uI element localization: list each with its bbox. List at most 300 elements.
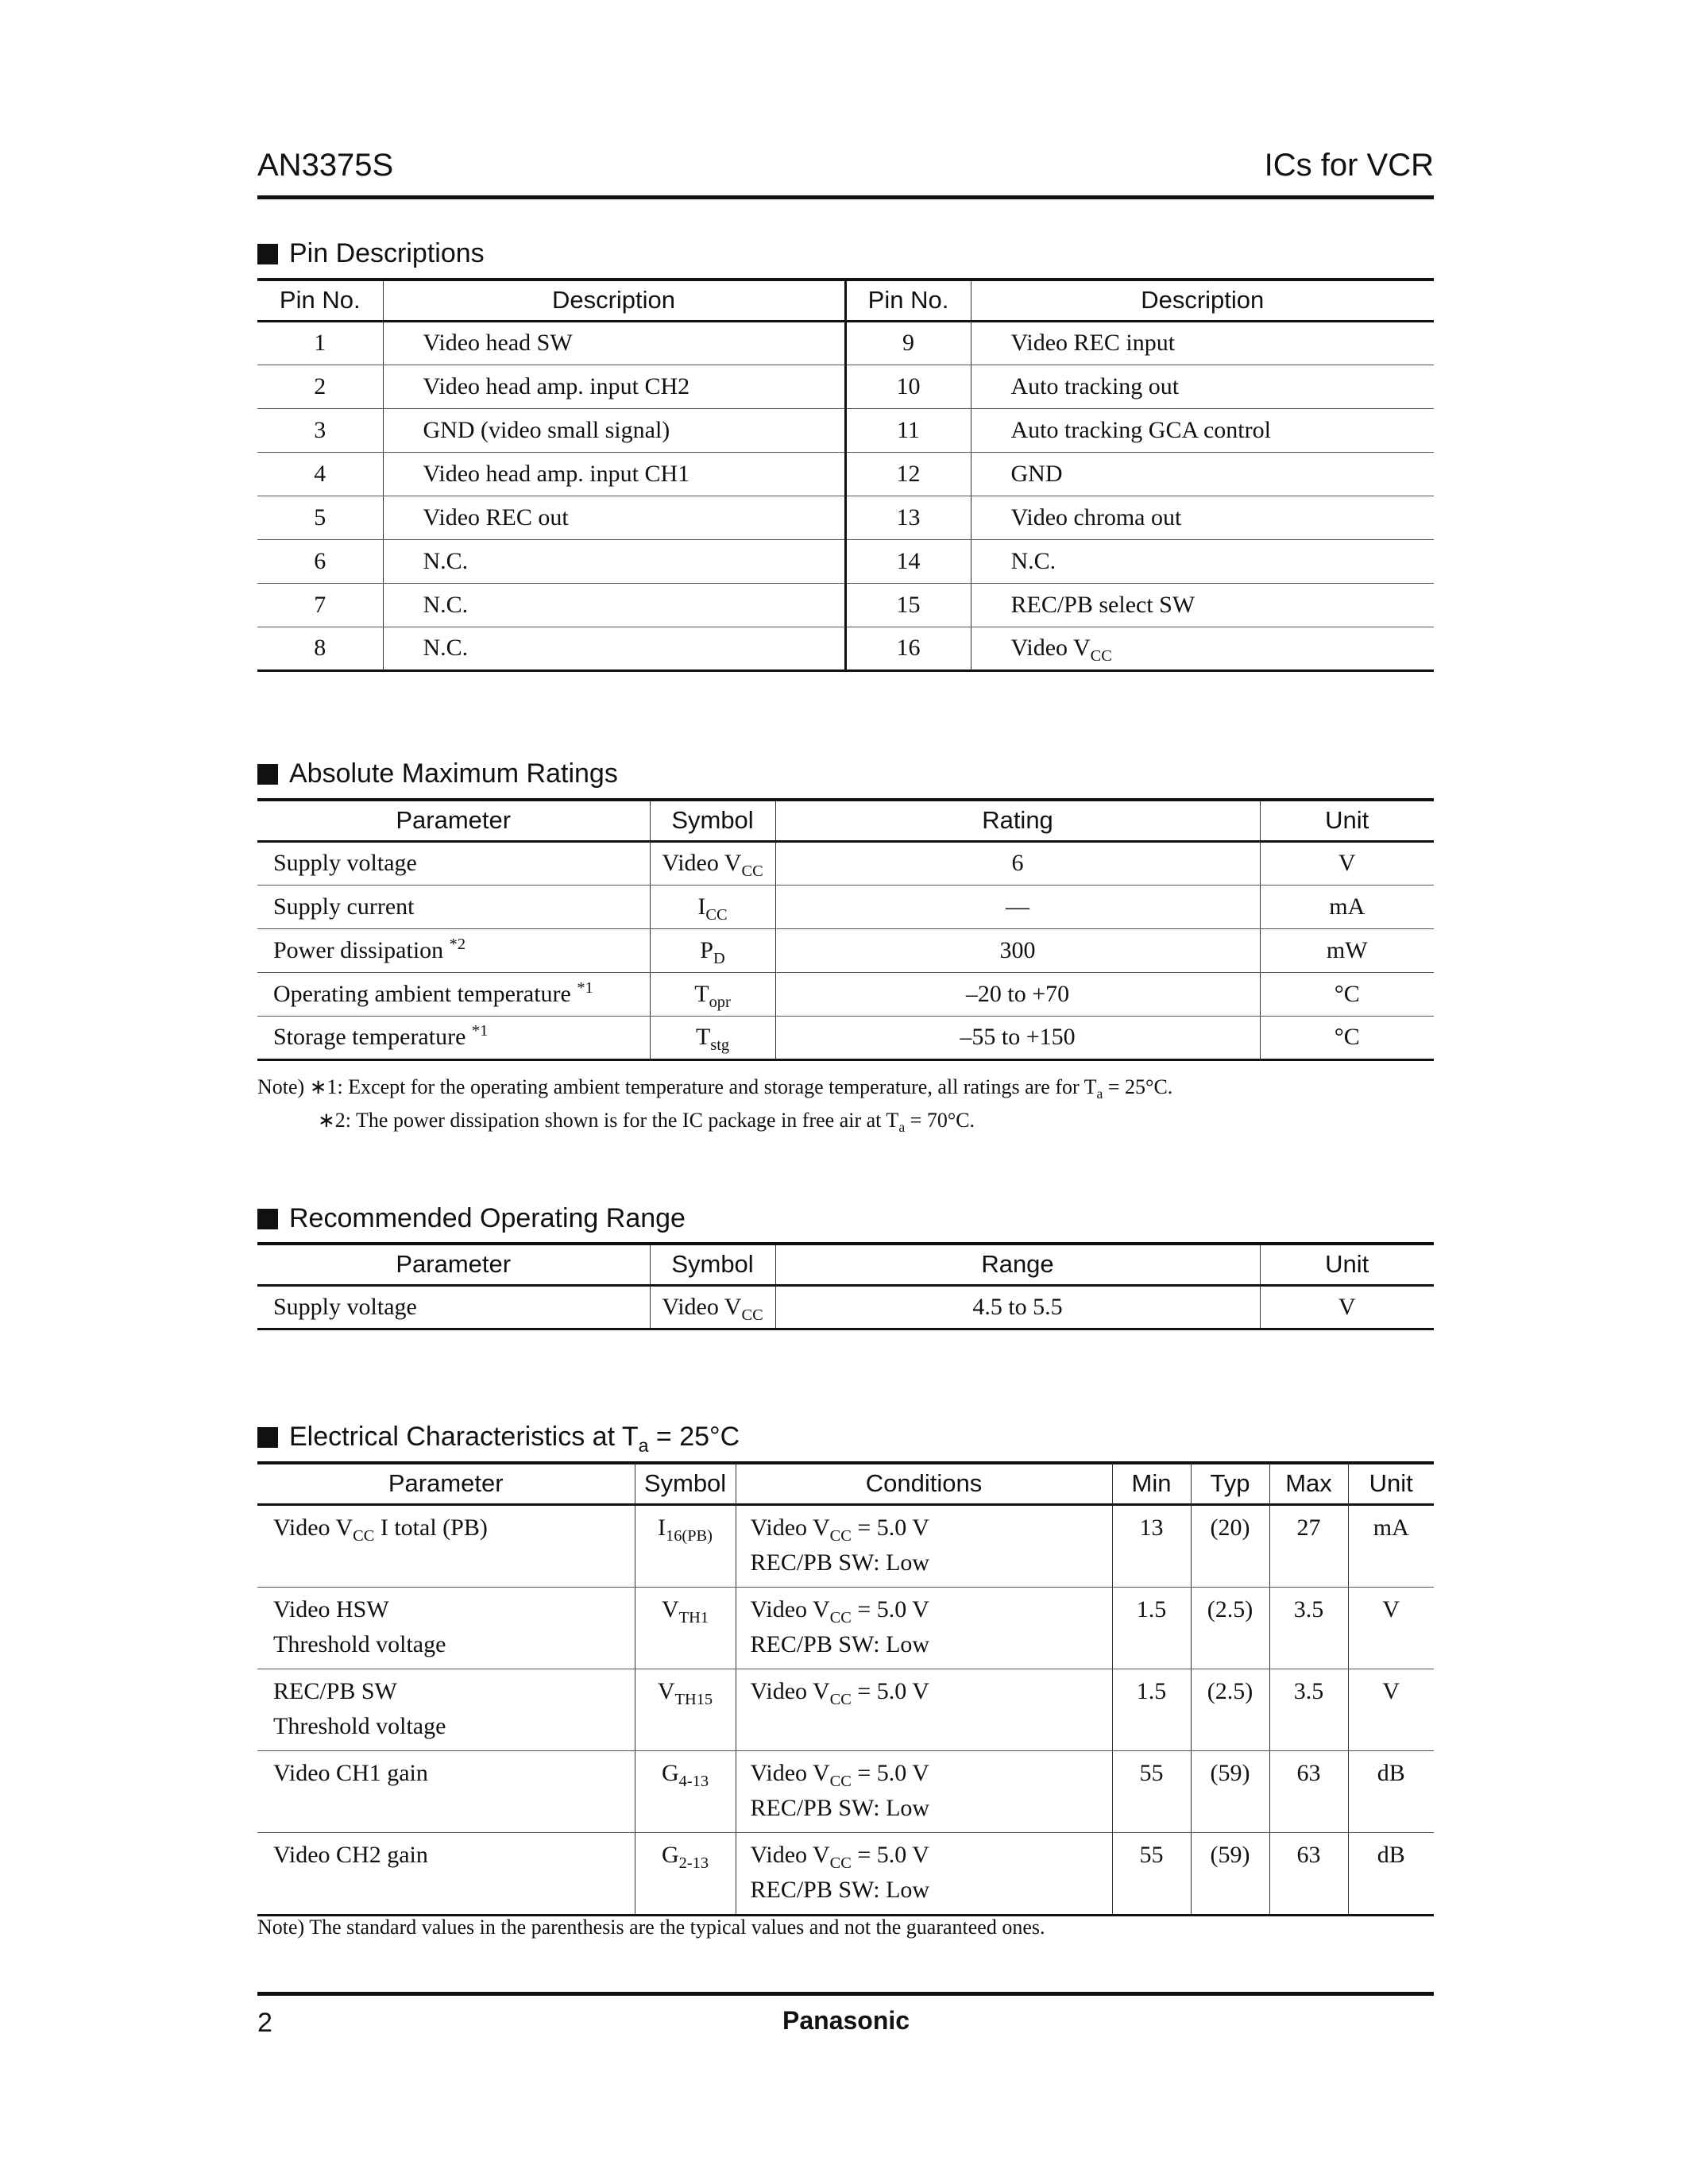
max-value: 3.5 <box>1293 1596 1324 1623</box>
max-cell <box>1269 1669 1348 1750</box>
table-row <box>257 885 1434 928</box>
parameter-cell <box>257 1504 635 1587</box>
unit: °C <box>1334 1024 1360 1050</box>
symbol-subscript: opr <box>709 993 731 1011</box>
symbol: T <box>694 980 709 1007</box>
min-value: 1.5 <box>1136 1596 1167 1623</box>
parameter: Supply current <box>273 893 415 920</box>
condition-subscript: CC <box>829 1608 852 1626</box>
section-title <box>289 1422 740 1456</box>
condition-line <box>751 1838 1112 1873</box>
table-row <box>257 321 1434 365</box>
condition-line <box>751 1545 1112 1580</box>
typ-value: (59) <box>1210 1759 1250 1786</box>
condition-line <box>751 1674 1112 1709</box>
condition: = 5.0 V <box>851 1759 929 1786</box>
pin-descriptions-table <box>257 278 1434 672</box>
condition-line <box>751 1511 1112 1545</box>
table-row <box>257 583 1434 627</box>
pin-number: 15 <box>896 591 921 618</box>
footnote-mark: *1 <box>471 1022 489 1040</box>
parameter-cell <box>257 841 650 885</box>
pin-description: Video chroma out <box>1010 504 1182 531</box>
symbol-subscript: 4-13 <box>678 1772 709 1790</box>
pin-description: Video REC input <box>1010 330 1176 356</box>
symbol-cell <box>635 1587 736 1669</box>
symbol: I <box>697 893 706 920</box>
header-cell: Min <box>1112 1463 1191 1504</box>
unit: V <box>1338 1293 1356 1320</box>
pin-descriptions-heading <box>257 238 485 269</box>
parameter-line <box>273 1592 635 1627</box>
document-category: ICs for VCR <box>1264 148 1434 183</box>
typ-value: (2.5) <box>1207 1677 1253 1704</box>
symbol: V <box>657 1677 675 1704</box>
page-number: 2 <box>257 2008 272 2038</box>
typ-cell <box>1191 1669 1269 1750</box>
table-row <box>257 1016 1434 1059</box>
pin-description-cell <box>383 365 845 408</box>
symbol-cell <box>635 1832 736 1915</box>
pin-description-cell <box>971 452 1434 496</box>
condition: Video V <box>750 1759 830 1786</box>
typ-value: (20) <box>1210 1514 1250 1541</box>
table-row <box>257 1504 1434 1587</box>
symbol-subscript: CC <box>741 862 763 880</box>
symbol-subscript: D <box>713 949 725 967</box>
symbol-subscript: stg <box>710 1036 730 1054</box>
rating: — <box>1006 893 1029 920</box>
pin-description-subscript: CC <box>1090 647 1112 665</box>
pin-description-cell <box>383 321 845 365</box>
title-text: Electrical Characteristics at T <box>289 1422 639 1452</box>
parameter-cell <box>257 1832 635 1915</box>
unit-cell <box>1348 1587 1434 1669</box>
pin-number: 5 <box>314 504 326 531</box>
pin-number-cell <box>257 583 383 627</box>
note-subscript: a <box>898 1119 906 1136</box>
pin-description: GND (video small signal) <box>423 416 670 443</box>
section-title: Pin Descriptions <box>289 238 485 268</box>
pin-number: 12 <box>896 460 921 487</box>
pin-number-cell <box>845 627 971 670</box>
unit-cell <box>1348 1504 1434 1587</box>
pin-number-cell <box>257 452 383 496</box>
parameter-cell <box>257 972 650 1016</box>
pin-description: Auto tracking out <box>1010 372 1180 399</box>
absolute-maximum-ratings-table <box>257 798 1434 1061</box>
condition-line <box>751 1791 1112 1826</box>
table-header-row <box>257 800 1434 841</box>
min-cell <box>1112 1587 1191 1669</box>
header-cell: Typ <box>1191 1463 1269 1504</box>
section-title: Absolute Maximum Ratings <box>289 758 618 789</box>
parameter: REC/PB SW <box>273 1677 397 1704</box>
rating: –20 to +70 <box>965 980 1070 1007</box>
pin-number: 11 <box>897 416 920 443</box>
pin-description: Video head SW <box>423 330 573 356</box>
header-cell: Parameter <box>257 800 650 841</box>
pin-description: GND <box>1010 460 1063 487</box>
unit: V <box>1382 1596 1400 1623</box>
pin-description: N.C. <box>423 635 469 661</box>
pin-number-cell <box>845 583 971 627</box>
brand-logo: Panasonic <box>782 2006 910 2035</box>
footer-rule <box>257 1992 1434 1996</box>
table-row <box>257 841 1434 885</box>
max-cell <box>1269 1832 1348 1915</box>
typ-cell <box>1191 1750 1269 1832</box>
symbol-subscript: 2-13 <box>678 1854 709 1872</box>
typ-value: (59) <box>1210 1841 1250 1868</box>
parameter-cell <box>257 1016 650 1059</box>
symbol-subscript: CC <box>705 905 728 924</box>
max-value: 63 <box>1296 1841 1321 1868</box>
min-cell <box>1112 1504 1191 1587</box>
range: 4.5 to 5.5 <box>972 1293 1063 1320</box>
symbol-subscript: 16(PB) <box>666 1526 713 1545</box>
pin-description: Video V <box>1010 635 1091 661</box>
conditions-cell <box>736 1587 1112 1669</box>
parameter-subscript: CC <box>353 1526 375 1545</box>
min-cell <box>1112 1669 1191 1750</box>
symbol-cell <box>635 1750 736 1832</box>
table-row <box>257 1832 1434 1915</box>
unit-cell <box>1348 1669 1434 1750</box>
pin-description: Video head amp. input CH1 <box>423 460 690 487</box>
pin-number-cell <box>845 452 971 496</box>
pin-number: 8 <box>314 635 326 661</box>
pin-description-cell <box>383 408 845 452</box>
condition-subscript: CC <box>829 1690 852 1708</box>
electrical-characteristics-table <box>257 1461 1434 1916</box>
table-row <box>257 928 1434 972</box>
header-cell: Description <box>383 280 845 321</box>
recommended-operating-range-table <box>257 1242 1434 1330</box>
symbol: Video V <box>662 1293 742 1320</box>
parameter-cell <box>257 1587 635 1669</box>
max-cell <box>1269 1750 1348 1832</box>
header-cell: Parameter <box>257 1463 635 1504</box>
table-row <box>257 1669 1434 1750</box>
parameter: Video HSW <box>273 1596 389 1623</box>
parameter-line <box>273 1709 635 1744</box>
footnote-mark: *1 <box>577 978 593 997</box>
table-row <box>257 365 1434 408</box>
table-row <box>257 627 1434 670</box>
parameter: Threshold voltage <box>273 1712 446 1739</box>
pin-description-cell <box>971 408 1434 452</box>
condition-subscript: CC <box>829 1772 852 1790</box>
condition: REC/PB SW: Low <box>750 1876 930 1903</box>
bullet-square-icon <box>257 764 278 785</box>
unit-cell <box>1260 1285 1434 1329</box>
parameter-cell <box>257 928 650 972</box>
pin-number: 2 <box>314 372 326 399</box>
condition-subscript: CC <box>829 1854 852 1872</box>
pin-number-cell <box>845 496 971 539</box>
table-row <box>257 972 1434 1016</box>
header-cell: Unit <box>1260 800 1434 841</box>
unit-cell <box>1260 885 1434 928</box>
rating: 6 <box>1011 850 1024 876</box>
min-value: 13 <box>1139 1514 1164 1541</box>
elec-note: Note) The standard values in the parenthesis are the typical values and not the guaranteed ones. <box>257 1916 1045 1939</box>
header-cell: Pin No. <box>257 280 383 321</box>
unit: mW <box>1326 936 1368 963</box>
parameter: Video CH2 gain <box>273 1841 428 1868</box>
unit: mA <box>1373 1514 1409 1541</box>
symbol-subscript: TH1 <box>678 1608 709 1626</box>
unit-cell <box>1260 972 1434 1016</box>
table-row <box>257 496 1434 539</box>
rating-cell <box>775 1016 1260 1059</box>
condition-line <box>751 1627 1112 1662</box>
table-header-row <box>257 1244 1434 1285</box>
pin-description-cell <box>383 539 845 583</box>
pin-number-cell <box>845 321 971 365</box>
header-cell: Conditions <box>736 1463 1112 1504</box>
table-row <box>257 539 1434 583</box>
condition: REC/PB SW: Low <box>750 1549 930 1576</box>
symbol-cell <box>650 1016 775 1059</box>
conditions-cell <box>736 1832 1112 1915</box>
pin-number-cell <box>257 321 383 365</box>
parameter: Threshold voltage <box>273 1630 446 1657</box>
table-row <box>257 1587 1434 1669</box>
symbol-cell <box>650 972 775 1016</box>
condition: = 5.0 V <box>851 1677 929 1704</box>
symbol-subscript: CC <box>741 1306 763 1324</box>
recommended-operating-range-heading <box>257 1203 686 1234</box>
min-value: 1.5 <box>1136 1677 1167 1704</box>
parameter-cell <box>257 1669 635 1750</box>
symbol: P <box>700 936 713 963</box>
pin-number-cell <box>257 365 383 408</box>
condition-line <box>751 1873 1112 1908</box>
symbol-cell <box>635 1669 736 1750</box>
parameter-cell <box>257 1285 650 1329</box>
conditions-cell <box>736 1669 1112 1750</box>
footnote-mark: *2 <box>449 935 466 953</box>
header-cell: Parameter <box>257 1244 650 1285</box>
conditions-cell <box>736 1504 1112 1587</box>
bullet-square-icon <box>257 1209 278 1229</box>
parameter: Supply voltage <box>273 1293 417 1320</box>
unit: °C <box>1334 980 1360 1007</box>
condition: = 5.0 V <box>851 1596 929 1623</box>
unit-cell <box>1260 1016 1434 1059</box>
max-value: 27 <box>1296 1514 1321 1541</box>
symbol-cell <box>650 1285 775 1329</box>
condition: = 5.0 V <box>851 1841 929 1868</box>
condition: REC/PB SW: Low <box>750 1794 930 1821</box>
range-cell <box>775 1285 1260 1329</box>
pin-description-cell <box>383 583 845 627</box>
condition: Video V <box>750 1514 830 1541</box>
pin-number-cell <box>257 627 383 670</box>
pin-number: 1 <box>314 330 326 356</box>
condition: Video V <box>750 1677 830 1704</box>
part-number: AN3375S <box>257 148 394 183</box>
header-cell: Description <box>971 280 1434 321</box>
header-rule <box>257 195 1434 199</box>
pin-number: 10 <box>896 372 921 399</box>
parameter-line <box>273 1627 635 1662</box>
header-cell: Rating <box>775 800 1260 841</box>
symbol: T <box>695 1024 711 1050</box>
pin-description-cell <box>971 539 1434 583</box>
symbol: G <box>661 1759 679 1786</box>
pin-description-cell <box>971 583 1434 627</box>
parameter: Power dissipation <box>273 936 450 963</box>
bullet-square-icon <box>257 1427 278 1448</box>
section-title: Recommended Operating Range <box>289 1203 686 1233</box>
header-cell: Max <box>1269 1463 1348 1504</box>
unit: V <box>1338 850 1356 876</box>
typ-value: (2.5) <box>1207 1596 1253 1623</box>
pin-number: 4 <box>314 460 326 487</box>
parameter: Operating ambient temperature <box>273 980 577 1007</box>
condition: = 5.0 V <box>851 1514 929 1541</box>
pin-description-cell <box>971 496 1434 539</box>
typ-cell <box>1191 1504 1269 1587</box>
pin-description-cell <box>383 627 845 670</box>
symbol-subscript: TH15 <box>674 1690 713 1708</box>
note-text: = 70°C. <box>905 1109 975 1132</box>
pin-number: 16 <box>896 635 921 661</box>
condition: Video V <box>750 1841 830 1868</box>
parameter: I total (PB) <box>374 1514 488 1541</box>
header-cell: Symbol <box>650 800 775 841</box>
condition-subscript: CC <box>829 1526 852 1545</box>
header-cell: Pin No. <box>845 280 971 321</box>
parameter-line <box>273 1838 635 1873</box>
bullet-square-icon <box>257 244 278 264</box>
unit: mA <box>1329 893 1365 920</box>
abs-note-2 <box>318 1109 975 1136</box>
max-value: 3.5 <box>1293 1677 1324 1704</box>
symbol: Video V <box>662 850 742 876</box>
min-cell <box>1112 1750 1191 1832</box>
min-value: 55 <box>1139 1841 1164 1868</box>
table-header-row <box>257 1463 1434 1504</box>
parameter: Supply voltage <box>273 850 417 876</box>
rating-cell <box>775 885 1260 928</box>
title-text: = 25°C <box>648 1422 740 1452</box>
header-cell: Symbol <box>635 1463 736 1504</box>
header-cell: Unit <box>1348 1463 1434 1504</box>
header-cell: Unit <box>1260 1244 1434 1285</box>
parameter: Video CH1 gain <box>273 1759 428 1786</box>
pin-number: 6 <box>314 547 326 574</box>
unit-cell <box>1260 841 1434 885</box>
max-cell <box>1269 1587 1348 1669</box>
parameter: Video V <box>273 1514 353 1541</box>
pin-number-cell <box>257 408 383 452</box>
table-row <box>257 1750 1434 1832</box>
title-subscript: a <box>638 1434 649 1456</box>
note-text: Note) ∗1: Except for the operating ambient temperature and storage temperature, all ratings are for T <box>257 1075 1097 1098</box>
unit-cell <box>1348 1750 1434 1832</box>
pin-number-cell <box>257 539 383 583</box>
note-text: = 25°C. <box>1103 1075 1173 1098</box>
unit-cell <box>1348 1832 1434 1915</box>
pin-description: Auto tracking GCA control <box>1010 416 1271 443</box>
pin-description: Video head amp. input CH2 <box>423 372 690 399</box>
min-value: 55 <box>1139 1759 1164 1786</box>
unit-cell <box>1260 928 1434 972</box>
parameter-line <box>273 1674 635 1709</box>
parameter-line <box>273 1511 635 1545</box>
pin-number: 13 <box>896 504 921 531</box>
pin-number-cell <box>845 539 971 583</box>
table-row <box>257 1285 1434 1329</box>
max-cell <box>1269 1504 1348 1587</box>
pin-number: 3 <box>314 416 326 443</box>
symbol: V <box>661 1596 679 1623</box>
symbol: I <box>658 1514 666 1541</box>
condition-line <box>751 1756 1112 1791</box>
pin-description-cell <box>383 496 845 539</box>
pin-number: 14 <box>896 547 921 574</box>
symbol-cell <box>650 841 775 885</box>
min-cell <box>1112 1832 1191 1915</box>
rating-cell <box>775 928 1260 972</box>
note-text: ∗2: The power dissipation shown is for the IC package in free air at T <box>318 1109 899 1132</box>
pin-description: N.C. <box>1010 547 1056 574</box>
pin-description-cell <box>971 365 1434 408</box>
table-row <box>257 452 1434 496</box>
note-subscript: a <box>1096 1086 1103 1102</box>
condition: Video V <box>750 1596 830 1623</box>
pin-description-cell <box>971 321 1434 365</box>
symbol-cell <box>650 928 775 972</box>
absolute-maximum-ratings-heading <box>257 758 618 789</box>
conditions-cell <box>736 1750 1112 1832</box>
rating: 300 <box>999 936 1036 963</box>
pin-description: REC/PB select SW <box>1010 591 1196 618</box>
pin-description: Video REC out <box>423 504 569 531</box>
unit: dB <box>1377 1759 1405 1786</box>
pin-number: 9 <box>902 330 914 356</box>
abs-note-1 <box>257 1075 1173 1102</box>
pin-number-cell <box>845 365 971 408</box>
parameter: Storage temperature <box>273 1024 472 1050</box>
pin-number: 7 <box>314 591 326 618</box>
rating: –55 to +150 <box>960 1024 1076 1050</box>
header-cell: Symbol <box>650 1244 775 1285</box>
condition: REC/PB SW: Low <box>750 1630 930 1657</box>
unit: V <box>1382 1677 1400 1704</box>
pin-description: N.C. <box>423 591 469 618</box>
parameter-line <box>273 1756 635 1791</box>
symbol-cell <box>635 1504 736 1587</box>
rating-cell <box>775 972 1260 1016</box>
table-header-row <box>257 280 1434 321</box>
parameter-cell <box>257 1750 635 1832</box>
condition-line <box>751 1592 1112 1627</box>
electrical-characteristics-heading <box>257 1422 740 1456</box>
parameter-cell <box>257 885 650 928</box>
table-row <box>257 408 1434 452</box>
rating-cell <box>775 841 1260 885</box>
typ-cell <box>1191 1587 1269 1669</box>
pin-number-cell <box>257 496 383 539</box>
pin-description-cell <box>383 452 845 496</box>
symbol-cell <box>650 885 775 928</box>
pin-description: N.C. <box>423 547 469 574</box>
